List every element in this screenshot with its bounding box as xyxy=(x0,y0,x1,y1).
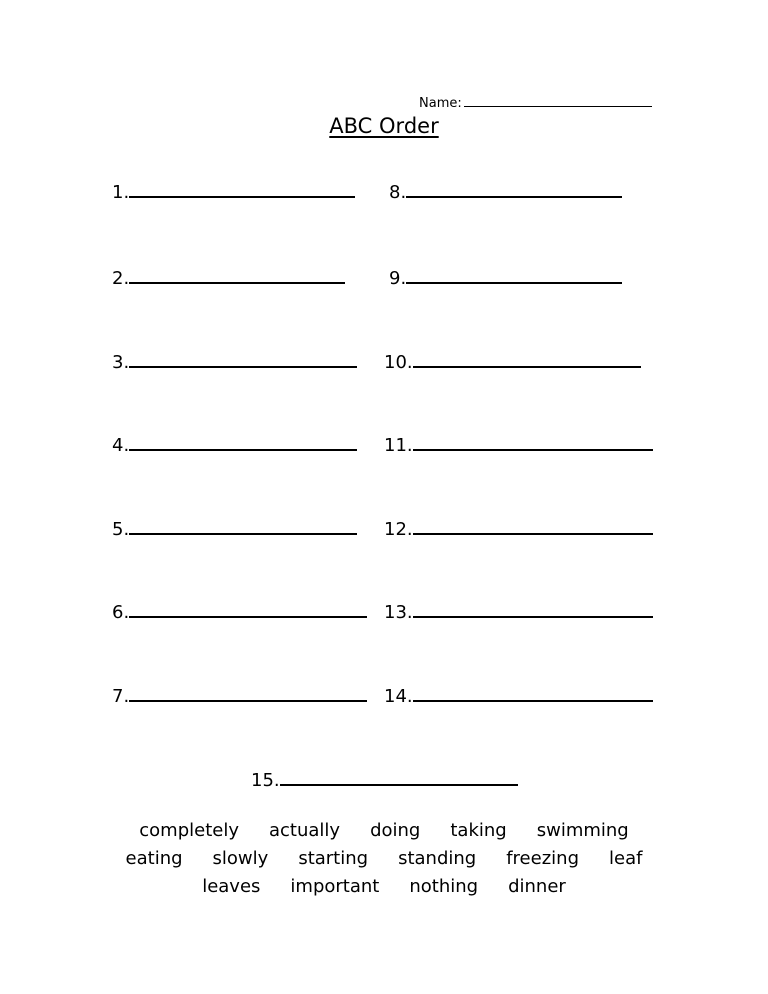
word: actually xyxy=(269,820,341,841)
answer-item-6 xyxy=(112,598,367,623)
answer-blank[interactable] xyxy=(413,682,653,702)
answer-blank[interactable] xyxy=(129,682,367,702)
answer-number: 11. xyxy=(384,435,413,456)
word: taking xyxy=(450,820,507,841)
answer-item-12 xyxy=(384,515,653,540)
word: slowly xyxy=(212,848,269,869)
answer-item-14 xyxy=(384,682,653,707)
answer-blank[interactable] xyxy=(129,264,345,284)
answer-number: 4. xyxy=(112,435,130,456)
answer-number: 13. xyxy=(384,602,413,623)
answer-blank[interactable] xyxy=(280,766,518,786)
answer-item-9 xyxy=(389,264,622,289)
name-field xyxy=(419,92,652,111)
answer-blank[interactable] xyxy=(413,598,653,618)
word-bank-row-1 xyxy=(0,820,768,841)
answer-blank[interactable] xyxy=(129,348,357,368)
word: eating xyxy=(125,848,183,869)
answer-number: 15. xyxy=(251,770,280,791)
answer-blank[interactable] xyxy=(129,598,367,618)
page-title: ABC Order xyxy=(329,114,439,138)
answer-number: 2. xyxy=(112,268,130,289)
answer-item-5 xyxy=(112,515,357,540)
name-blank-line[interactable] xyxy=(464,92,652,107)
word-bank-row-3 xyxy=(0,876,768,897)
answer-item-13 xyxy=(384,598,653,623)
answer-item-1 xyxy=(112,178,355,203)
answer-number: 6. xyxy=(112,602,130,623)
answer-number: 8. xyxy=(389,182,407,203)
answer-number: 9. xyxy=(389,268,407,289)
word: dinner xyxy=(508,876,566,897)
word: starting xyxy=(298,848,369,869)
answer-blank[interactable] xyxy=(413,431,653,451)
answer-number: 10. xyxy=(384,352,413,373)
answer-number: 12. xyxy=(384,519,413,540)
answer-item-11 xyxy=(384,431,653,456)
word: doing xyxy=(370,820,421,841)
word: leaf xyxy=(609,848,643,869)
answer-item-4 xyxy=(112,431,357,456)
answer-item-7 xyxy=(112,682,367,707)
answer-blank[interactable] xyxy=(129,178,355,198)
answer-blank[interactable] xyxy=(406,178,622,198)
answer-number: 7. xyxy=(112,686,130,707)
answer-item-3 xyxy=(112,348,357,373)
answer-item-15 xyxy=(251,766,518,791)
answer-number: 3. xyxy=(112,352,130,373)
word: nothing xyxy=(409,876,479,897)
answer-number: 14. xyxy=(384,686,413,707)
answer-blank[interactable] xyxy=(129,431,357,451)
answer-blank[interactable] xyxy=(406,264,622,284)
answer-blank[interactable] xyxy=(129,515,357,535)
answer-number: 5. xyxy=(112,519,130,540)
name-label: Name: xyxy=(419,96,462,111)
word: standing xyxy=(398,848,477,869)
word: freezing xyxy=(506,848,579,869)
word: completely xyxy=(139,820,239,841)
answer-item-2 xyxy=(112,264,345,289)
word: important xyxy=(290,876,380,897)
answer-item-10 xyxy=(384,348,641,373)
word: swimming xyxy=(536,820,629,841)
word: leaves xyxy=(202,876,261,897)
word-bank-row-2 xyxy=(0,848,768,869)
answer-item-8 xyxy=(389,178,622,203)
answer-blank[interactable] xyxy=(413,515,653,535)
answer-blank[interactable] xyxy=(413,348,641,368)
answer-number: 1. xyxy=(112,182,130,203)
